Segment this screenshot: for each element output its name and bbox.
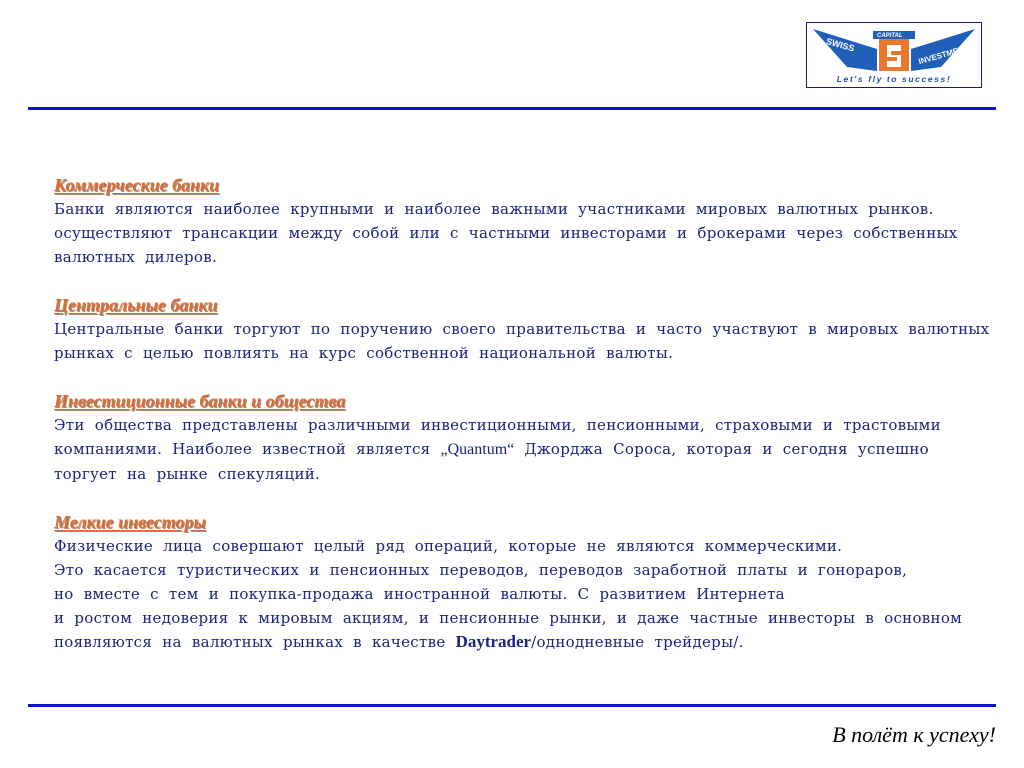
text-line: Это касается туристических и пенсионных переводов, переводов заработной платы и гонораров, <box>54 561 908 579</box>
logo-investments-text: INVESTMENTS <box>917 41 975 67</box>
daytrader-term: Daytrader <box>455 632 532 651</box>
text-line: валютных дилеров. <box>54 248 218 266</box>
text-line: и ростом недоверия к мировым акциям, и пенсионные рынки, и даже частные инвесторы в основном <box>54 609 963 627</box>
text-segment: компаниями. Наиболее известной является <box>54 440 441 458</box>
text-line: Банки являются наиболее крупными и наиболее важными участниками мировых валютных рынков. <box>54 200 934 218</box>
text-line: осуществляют трансакции между собой или с частными инвесторами и брокерами через собственных <box>54 224 958 242</box>
section-heading: Коммерческие банки <box>54 175 220 195</box>
text-segment: /однодневные трейдеры/. <box>531 633 744 651</box>
text-line-quantum <box>54 437 1024 462</box>
footer-slogan: В полёт к успеху! <box>832 722 996 747</box>
section-heading: Инвестиционные банки и общества <box>54 391 346 411</box>
text-line: но вместе с тем и покупка-продажа иностранной валюты. С развитием Интернета <box>54 585 785 603</box>
main-content <box>54 173 1024 678</box>
text-segment: появляются на валютных рынках в качестве <box>54 633 456 651</box>
logo-swiss-text: SWISS <box>824 36 856 54</box>
section-central-banks <box>54 293 1024 365</box>
quantum-fund-name: „Quantum“ <box>440 441 515 458</box>
text-line: Центральные банки торгуют по поручению своего правительства и часто участвуют в мировых валютных <box>54 320 990 338</box>
text-line: торгует на рынке спекуляций. <box>54 465 321 483</box>
text-line-daytrader <box>54 630 1024 654</box>
section-commercial-banks <box>54 173 1024 269</box>
text-line: рынках с целью повлиять на курс собственной национальной валюты. <box>54 344 674 362</box>
section-heading: Центральные банки <box>54 295 218 315</box>
text-segment: Джорджа Сороса, которая и сегодня успешно <box>514 440 930 458</box>
center-s-glyph <box>887 45 901 67</box>
section-heading: Мелкие инвесторы <box>54 512 206 532</box>
company-logo <box>806 22 982 88</box>
section-small-investors <box>54 510 1024 654</box>
text-line: Эти общества представлены различными инвестиционными, пенсионными, страховыми и трастовыми <box>54 416 941 434</box>
section-investment-banks <box>54 389 1024 486</box>
bottom-divider <box>28 704 996 707</box>
top-divider <box>28 107 996 110</box>
text-line: Физические лица совершают целый ряд операций, которые не являются коммерческими. <box>54 537 843 555</box>
logo-capital-text: CAPITAL <box>877 33 903 39</box>
logo-slogan: Let's fly to success! <box>836 74 952 84</box>
